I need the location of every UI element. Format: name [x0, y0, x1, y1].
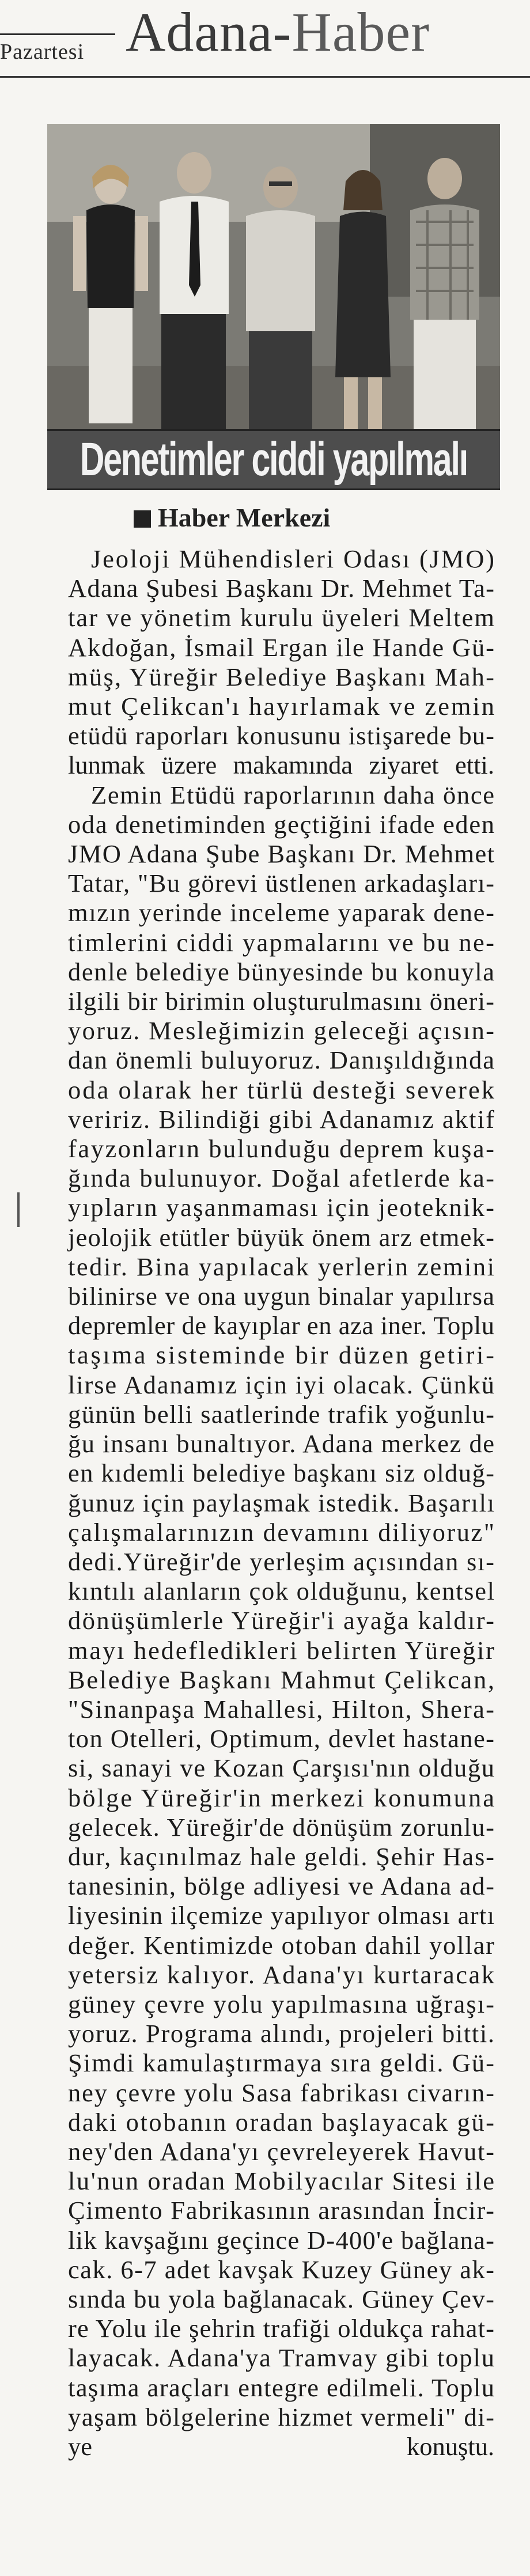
- article-line: oda denetiminden geçtiğini ifade eden: [68, 809, 495, 839]
- article-line: Adana Şubesi Başkanı Dr. Mehmet Ta-: [68, 574, 495, 603]
- article-line: oda olarak her türlü desteği severek: [68, 1075, 497, 1104]
- article-line: daki otobanın oradan başlayacak gü-: [68, 2107, 496, 2136]
- article-line: denle belediye bünyesinde bu konuyla: [68, 957, 495, 986]
- article-body: [68, 544, 497, 2461]
- article-line: ğında bulunuyor. Doğal afetlerde ka-: [68, 1164, 496, 1193]
- article-line: yoruz. Mesleğimizin geleceği açısın-: [68, 1016, 496, 1045]
- article-line: Şimdi kamulaştırmaya sıra geldi. Gü-: [68, 2048, 496, 2078]
- article-line: tedir. Bina yapılacak yerlerin zemini: [68, 1252, 496, 1281]
- article-line: yaşam bölgelerine hizmet vermeli" di-: [68, 2402, 495, 2431]
- article-line: ğunuz için paylaşmak istedik. Başarılı: [68, 1488, 495, 1517]
- article-line: sında bu yola bağlanacak. Güney Çev-: [68, 2284, 495, 2313]
- article-line: Çimento Fabrikasının arasından İncir-: [68, 2196, 495, 2225]
- article-line: taşıma araçları entegre edilmeli. Toplu: [68, 2373, 495, 2402]
- masthead-title-part2: Haber: [292, 1, 430, 63]
- article-line: lunmak üzere makamında ziyaret etti.: [68, 751, 494, 780]
- article-line: ton Otelleri, Optimum, devlet hastane-: [68, 1724, 495, 1753]
- group-photo-image: [47, 124, 500, 435]
- article-line: çalışmalarınızın devamını diliyoruz": [68, 1517, 496, 1547]
- masthead-day: Pazartesi: [0, 40, 85, 64]
- masthead-divider: [0, 76, 530, 78]
- article-line: lik kavşağını geçince D-400'e bağlana-: [68, 2225, 495, 2255]
- article-line: dur, kaçınılmaz hale geldi. Şehir Has-: [68, 1842, 495, 1871]
- article-line: cak. 6-7 adet kavşak Kuzey Güney ak-: [68, 2255, 495, 2284]
- article-line: müş, Yüreğir Belediye Başkanı Mah-: [68, 662, 496, 691]
- article-paragraph: [68, 544, 494, 781]
- article-paragraph: [68, 780, 497, 2462]
- article-line: mayı hedefledikleri belirten Yüreğir: [68, 1635, 496, 1665]
- article-line: timlerini ciddi yapmalarını ve bu ne-: [68, 927, 496, 957]
- byline: [134, 502, 330, 533]
- article-line: en kıdemli belediye başkanı siz olduğ-: [68, 1459, 495, 1488]
- margin-mark: [17, 1192, 20, 1227]
- article-line: yoruz. Programa alındı, projeleri bitti.: [68, 2019, 495, 2048]
- article-line: depremler de kayıplar en aza iner. Toplu: [68, 1311, 495, 1340]
- article-line: fayzonların bulunduğu deprem kuşa-: [68, 1134, 496, 1164]
- byline-text: Haber Merkezi: [158, 503, 331, 532]
- article-line: değer. Kentimizde otoban dahil yollar: [68, 1930, 495, 1960]
- article-line: JMO Adana Şube Başkanı Dr. Mehmet: [68, 839, 495, 869]
- masthead-title: [126, 0, 430, 64]
- article-line: dedi.Yüreğir'de yerleşim açısından sı-: [68, 1547, 495, 1576]
- article-line: tar ve yönetim kurulu üyeleri Meltem: [68, 603, 496, 632]
- article-line: taşıma sisteminde bir düzen getiri-: [68, 1340, 497, 1370]
- article-line: ye konuştu.: [68, 2432, 494, 2461]
- article-line: dönüşümlerle Yüreğir'i ayağa kaldır-: [68, 1606, 496, 1635]
- article-line: güney çevre yolu yapılmasına uğraşı-: [68, 1989, 496, 2018]
- article-line: gelecek. Yüreğir'de dönüşüm zorunlu-: [68, 1812, 495, 1842]
- article-line: ilgili bir birimin oluşturulmasını öneri-: [68, 987, 495, 1016]
- article-line: Akdoğan, İsmail Ergan ile Hande Gü-: [68, 632, 495, 662]
- article-line: jeolojik etütler büyük önem arz etmek-: [68, 1222, 495, 1252]
- article-line: bilinirse ve ona uygun binalar yapılırsa: [68, 1282, 495, 1311]
- article-line: kıntılı alanların çok olduğunu, kentsel: [68, 1577, 495, 1606]
- headline-banner: [47, 429, 500, 490]
- article-line: günün belli saatlerinde trafik yoğunlu-: [68, 1399, 495, 1429]
- article-line: dan önemli buluyoruz. Danışıldığında: [68, 1045, 495, 1075]
- article-line: tanesinin, bölge adliyesi ve Adana ad-: [68, 1872, 495, 1901]
- article-line: liyesinin ilçemize yapılıyor olması artı: [68, 1901, 495, 1930]
- article-line: yıpların yaşanmaması için jeoteknik-: [68, 1193, 496, 1222]
- article-line: layacak. Adana'ya Tramvay gibi toplu: [68, 2343, 495, 2373]
- article-line: Belediye Başkanı Mahmut Çelikcan,: [68, 1665, 496, 1694]
- article-line: lirse Adanamız için iyi olacak. Çünkü: [68, 1370, 495, 1399]
- article-line: Tatar, "Bu görevi üstlenen arkadaşları-: [68, 869, 495, 898]
- headline: Denetimler ciddi yapılmalı: [80, 433, 468, 486]
- article-line: bölge Yüreğir'in merkezi konumuna: [68, 1783, 497, 1812]
- article-line: veririz. Bilindiği gibi Adanamız aktif: [68, 1104, 496, 1134]
- masthead-title-part1: Adana-: [126, 1, 292, 63]
- article-line: si, sanayi ve Kozan Çarşısı'nın olduğu: [68, 1753, 495, 1783]
- article-line: yetersiz kalıyor. Adana'yı kurtaracak: [68, 1960, 496, 1989]
- byline-square-icon: [134, 510, 151, 528]
- article-line: mızın yerinde inceleme yaparak dene-: [68, 898, 495, 927]
- article-line: ney'den Adana'yı çevreleyerek Havut-: [68, 2136, 495, 2166]
- article-line: re Yolu ile şehrin trafiği oldukça rahat-: [68, 2314, 495, 2343]
- group-photo: [47, 124, 500, 435]
- article-line: "Sinanpaşa Mahallesi, Hilton, Shera-: [68, 1694, 496, 1723]
- article-line: lu'nun oradan Mobilyacılar Sitesi ile: [68, 2166, 496, 2196]
- masthead-rule: [0, 33, 115, 35]
- article-line: Zemin Etüdü raporlarının daha önce: [91, 780, 495, 809]
- article-line: Jeoloji Mühendisleri Odası (JMO): [91, 544, 496, 573]
- article-line: mut Çelikcan'ı hayırlamak ve zemin: [68, 692, 496, 721]
- article-line: etüdü raporları konusunu istişarede bu-: [68, 721, 495, 751]
- article-line: ney çevre yolu Sasa fabrikası civarın-: [68, 2078, 495, 2107]
- article-line: ğu insanı bunaltıyor. Adana merkez de: [68, 1429, 495, 1459]
- masthead: [0, 0, 530, 81]
